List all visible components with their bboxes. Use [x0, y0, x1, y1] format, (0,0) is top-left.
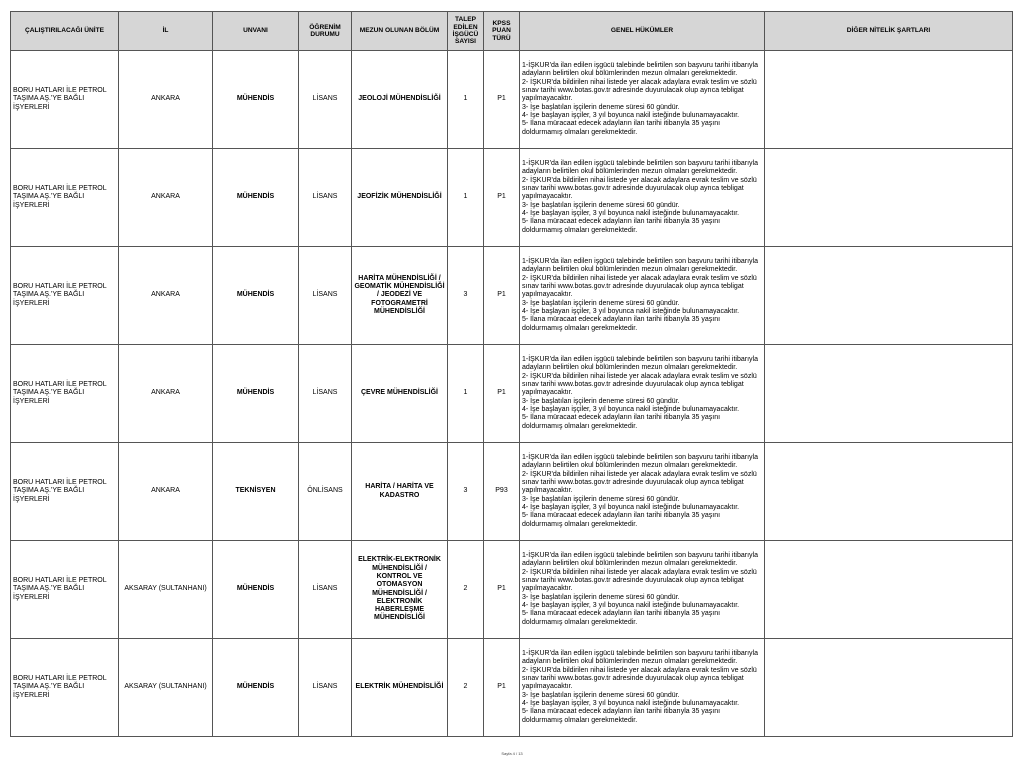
- general-rule-item: 5- İlana müracaat edecek adayların ilan tarihi itibarıyla 35 yaşını doldurmamış olmaları gerekmektedir.: [522, 414, 721, 430]
- unit-cell: BORU HATLARI İLE PETROL TAŞIMA AŞ.'YE BAĞLI İŞYERLERİ: [11, 247, 119, 345]
- general-rule-item: 1-İŞKUR'da ilan edilen işgücü talebinde belirtilen son başvuru tarihi itibarıyla adayların belirtilen okul bölümlerinden mezun olmaları gerekmektedir.: [522, 454, 758, 470]
- table-row: [11, 639, 1013, 737]
- general-rule-item: 4- İşe başlayan işçiler, 3 yıl boyunca nakil isteğinde bulunamayacaktır.: [522, 111, 740, 119]
- general-rule-item: 5- İlana müracaat edecek adayların ilan tarihi itibarıyla 35 yaşını doldurmamış olmaları gerekmektedir.: [522, 120, 721, 136]
- general-rule-item: 5- İlana müracaat edecek adayların ilan tarihi itibarıyla 35 yaşını doldurmamış olmaları gerekmektedir.: [522, 218, 721, 234]
- header-education: ÖĞRENİM DURUMU: [299, 12, 352, 51]
- table-header-row: [11, 12, 1013, 51]
- general-rule-item: 2- İŞKUR'da bildirilen nihai listede yer alacak adaylara evrak teslim ve sözlü sınav tarihi www.botas.gov.tr adresinde duyurulacak olup ayrıca tebligat yapılmayacaktır.: [522, 666, 757, 691]
- general-rule-item: 2- İŞKUR'da bildirilen nihai listede yer alacak adaylara evrak teslim ve sözlü sınav tarihi www.botas.gov.tr adresinde duyurulacak olup ayrıca tebligat yapılmayacaktır.: [522, 176, 757, 201]
- header-province: İL: [119, 12, 213, 51]
- header-general-rules: GENEL HÜKÜMLER: [520, 12, 765, 51]
- department-cell: JEOLOJİ MÜHENDİSLİĞİ: [352, 51, 448, 149]
- general-rule-item: 2- İŞKUR'da bildirilen nihai listede yer alacak adaylara evrak teslim ve sözlü sınav tarihi www.botas.gov.tr adresinde duyurulacak olup ayrıca tebligat yapılmayacaktır.: [522, 568, 757, 593]
- title-cell: MÜHENDİS: [213, 247, 299, 345]
- education-cell: LİSANS: [299, 247, 352, 345]
- job-listing-table: [10, 11, 1013, 737]
- title-cell: MÜHENDİS: [213, 51, 299, 149]
- demand-cell: 1: [448, 345, 484, 443]
- education-cell: LİSANS: [299, 345, 352, 443]
- kpss-cell: P1: [484, 345, 520, 443]
- general-rule-item: 4- İşe başlayan işçiler, 3 yıl boyunca nakil isteğinde bulunamayacaktır.: [522, 405, 740, 413]
- general-rule-item: 1-İŞKUR'da ilan edilen işgücü talebinde belirtilen son başvuru tarihi itibarıyla adayların belirtilen okul bölümlerinden mezun olmaları gerekmektedir.: [522, 160, 758, 176]
- general-rule-item: 3- İşe başlatılan işçilerin deneme süresi 60 gündür.: [522, 299, 680, 307]
- header-department: MEZUN OLUNAN BÖLÜM: [352, 12, 448, 51]
- general-rule-item: 3- İşe başlatılan işçilerin deneme süresi 60 gündür.: [522, 103, 680, 111]
- other-requirements-cell: [765, 443, 1013, 541]
- education-cell: LİSANS: [299, 541, 352, 639]
- kpss-cell: P1: [484, 149, 520, 247]
- province-cell: AKSARAY (SULTANHANI): [119, 639, 213, 737]
- demand-cell: 2: [448, 541, 484, 639]
- general-rule-item: 1-İŞKUR'da ilan edilen işgücü talebinde belirtilen son başvuru tarihi itibarıyla adayların belirtilen okul bölümlerinden mezun olmaları gerekmektedir.: [522, 258, 758, 274]
- province-cell: ANKARA: [119, 247, 213, 345]
- table-row: [11, 51, 1013, 149]
- general-rule-item: 3- İşe başlatılan işçilerin deneme süresi 60 gündür.: [522, 397, 680, 405]
- header-other-requirements: DİĞER NİTELİK ŞARTLARI: [765, 12, 1013, 51]
- general-rules-cell: [520, 247, 765, 345]
- education-cell: LİSANS: [299, 51, 352, 149]
- demand-cell: 1: [448, 149, 484, 247]
- general-rule-item: 4- İşe başlayan işçiler, 3 yıl boyunca nakil isteğinde bulunamayacaktır.: [522, 699, 740, 707]
- general-rules-cell: [520, 345, 765, 443]
- general-rule-item: 4- İşe başlayan işçiler, 3 yıl boyunca nakil isteğinde bulunamayacaktır.: [522, 209, 740, 217]
- general-rule-item: 1-İŞKUR'da ilan edilen işgücü talebinde belirtilen son başvuru tarihi itibarıyla adayların belirtilen okul bölümlerinden mezun olmaları gerekmektedir.: [522, 62, 758, 78]
- unit-cell: BORU HATLARI İLE PETROL TAŞIMA AŞ.'YE BAĞLI İŞYERLERİ: [11, 443, 119, 541]
- demand-cell: 3: [448, 443, 484, 541]
- demand-cell: 2: [448, 639, 484, 737]
- general-rule-item: 2- İŞKUR'da bildirilen nihai listede yer alacak adaylara evrak teslim ve sözlü sınav tarihi www.botas.gov.tr adresinde duyurulacak olup ayrıca tebligat yapılmayacaktır.: [522, 274, 757, 299]
- other-requirements-cell: [765, 345, 1013, 443]
- table-row: [11, 247, 1013, 345]
- department-cell: HARİTA / HARİTA VE KADASTRO: [352, 443, 448, 541]
- kpss-cell: P93: [484, 443, 520, 541]
- header-title: UNVANI: [213, 12, 299, 51]
- general-rule-item: 2- İŞKUR'da bildirilen nihai listede yer alacak adaylara evrak teslim ve sözlü sınav tarihi www.botas.gov.tr adresinde duyurulacak olup ayrıca tebligat yapılmayacaktır.: [522, 372, 757, 397]
- unit-cell: BORU HATLARI İLE PETROL TAŞIMA AŞ.'YE BAĞLI İŞYERLERİ: [11, 51, 119, 149]
- title-cell: TEKNİSYEN: [213, 443, 299, 541]
- table-row: [11, 443, 1013, 541]
- general-rule-item: 5- İlana müracaat edecek adayların ilan tarihi itibarıyla 35 yaşını doldurmamış olmaları gerekmektedir.: [522, 316, 721, 332]
- general-rules-cell: [520, 639, 765, 737]
- general-rule-item: 5- İlana müracaat edecek adayların ilan tarihi itibarıyla 35 yaşını doldurmamış olmaları gerekmektedir.: [522, 512, 721, 528]
- general-rule-item: 1-İŞKUR'da ilan edilen işgücü talebinde belirtilen son başvuru tarihi itibarıyla adayların belirtilen okul bölümlerinden mezun olmaları gerekmektedir.: [522, 552, 758, 568]
- general-rules-cell: [520, 149, 765, 247]
- general-rule-item: 4- İşe başlayan işçiler, 3 yıl boyunca nakil isteğinde bulunamayacaktır.: [522, 601, 740, 609]
- other-requirements-cell: [765, 639, 1013, 737]
- title-cell: MÜHENDİS: [213, 345, 299, 443]
- demand-cell: 3: [448, 247, 484, 345]
- title-cell: MÜHENDİS: [213, 541, 299, 639]
- page-number: Sayfa 4 / 13: [501, 751, 523, 756]
- education-cell: ÖNLİSANS: [299, 443, 352, 541]
- table-body: [11, 51, 1013, 737]
- unit-cell: BORU HATLARI İLE PETROL TAŞIMA AŞ.'YE BAĞLI İŞYERLERİ: [11, 149, 119, 247]
- general-rule-item: 4- İşe başlayan işçiler, 3 yıl boyunca nakil isteğinde bulunamayacaktır.: [522, 503, 740, 511]
- education-cell: LİSANS: [299, 149, 352, 247]
- province-cell: AKSARAY (SULTANHANI): [119, 541, 213, 639]
- other-requirements-cell: [765, 247, 1013, 345]
- kpss-cell: P1: [484, 541, 520, 639]
- general-rule-item: 3- İşe başlatılan işçilerin deneme süresi 60 gündür.: [522, 593, 680, 601]
- department-cell: HARİTA MÜHENDİSLİĞİ / GEOMATİK MÜHENDİSLİĞİ / JEODEZİ VE FOTOGRAMETRİ MÜHENDİSLİĞİ: [352, 247, 448, 345]
- kpss-cell: P1: [484, 639, 520, 737]
- general-rule-item: 3- İşe başlatılan işçilerin deneme süresi 60 gündür.: [522, 201, 680, 209]
- title-cell: MÜHENDİS: [213, 149, 299, 247]
- general-rules-cell: [520, 443, 765, 541]
- general-rules-cell: [520, 51, 765, 149]
- general-rule-item: 4- İşe başlayan işçiler, 3 yıl boyunca nakil isteğinde bulunamayacaktır.: [522, 307, 740, 315]
- other-requirements-cell: [765, 541, 1013, 639]
- other-requirements-cell: [765, 149, 1013, 247]
- header-demand: TALEP EDİLEN İŞGÜCÜ SAYISI: [448, 12, 484, 51]
- unit-cell: BORU HATLARI İLE PETROL TAŞIMA AŞ.'YE BAĞLI İŞYERLERİ: [11, 541, 119, 639]
- general-rule-item: 5- İlana müracaat edecek adayların ilan tarihi itibarıyla 35 yaşını doldurmamış olmaları gerekmektedir.: [522, 610, 721, 626]
- table-row: [11, 345, 1013, 443]
- general-rules-cell: [520, 541, 765, 639]
- province-cell: ANKARA: [119, 51, 213, 149]
- general-rule-item: 3- İşe başlatılan işçilerin deneme süresi 60 gündür.: [522, 691, 680, 699]
- unit-cell: BORU HATLARI İLE PETROL TAŞIMA AŞ.'YE BAĞLI İŞYERLERİ: [11, 639, 119, 737]
- education-cell: LİSANS: [299, 639, 352, 737]
- kpss-cell: P1: [484, 247, 520, 345]
- header-unit: ÇALIŞTIRILACAĞI ÜNİTE: [11, 12, 119, 51]
- kpss-cell: P1: [484, 51, 520, 149]
- unit-cell: BORU HATLARI İLE PETROL TAŞIMA AŞ.'YE BAĞLI İŞYERLERİ: [11, 345, 119, 443]
- table-row: [11, 541, 1013, 639]
- province-cell: ANKARA: [119, 345, 213, 443]
- general-rule-item: 5- İlana müracaat edecek adayların ilan tarihi itibarıyla 35 yaşını doldurmamış olmaları gerekmektedir.: [522, 708, 721, 724]
- general-rule-item: 2- İŞKUR'da bildirilen nihai listede yer alacak adaylara evrak teslim ve sözlü sınav tarihi www.botas.gov.tr adresinde duyurulacak olup ayrıca tebligat yapılmayacaktır.: [522, 470, 757, 495]
- department-cell: ELEKTRİK-ELEKTRONİK MÜHENDİSLİĞİ / KONTROL VE OTOMASYON MÜHENDİSLİĞİ / ELEKTRONİK HABERLEŞME MÜHENDİSLİĞİ: [352, 541, 448, 639]
- department-cell: JEOFİZİK MÜHENDİSLİĞİ: [352, 149, 448, 247]
- province-cell: ANKARA: [119, 443, 213, 541]
- table-row: [11, 149, 1013, 247]
- demand-cell: 1: [448, 51, 484, 149]
- general-rule-item: 1-İŞKUR'da ilan edilen işgücü talebinde belirtilen son başvuru tarihi itibarıyla adayların belirtilen okul bölümlerinden mezun olmaları gerekmektedir.: [522, 650, 758, 666]
- general-rule-item: 3- İşe başlatılan işçilerin deneme süresi 60 gündür.: [522, 495, 680, 503]
- department-cell: ÇEVRE MÜHENDİSLİĞİ: [352, 345, 448, 443]
- title-cell: MÜHENDİS: [213, 639, 299, 737]
- province-cell: ANKARA: [119, 149, 213, 247]
- other-requirements-cell: [765, 51, 1013, 149]
- general-rule-item: 1-İŞKUR'da ilan edilen işgücü talebinde belirtilen son başvuru tarihi itibarıyla adayların belirtilen okul bölümlerinden mezun olmaları gerekmektedir.: [522, 356, 758, 372]
- general-rule-item: 2- İŞKUR'da bildirilen nihai listede yer alacak adaylara evrak teslim ve sözlü sınav tarihi www.botas.gov.tr adresinde duyurulacak olup ayrıca tebligat yapılmayacaktır.: [522, 78, 757, 103]
- department-cell: ELEKTRİK MÜHENDİSLİĞİ: [352, 639, 448, 737]
- header-kpss: KPSS PUAN TÜRÜ: [484, 12, 520, 51]
